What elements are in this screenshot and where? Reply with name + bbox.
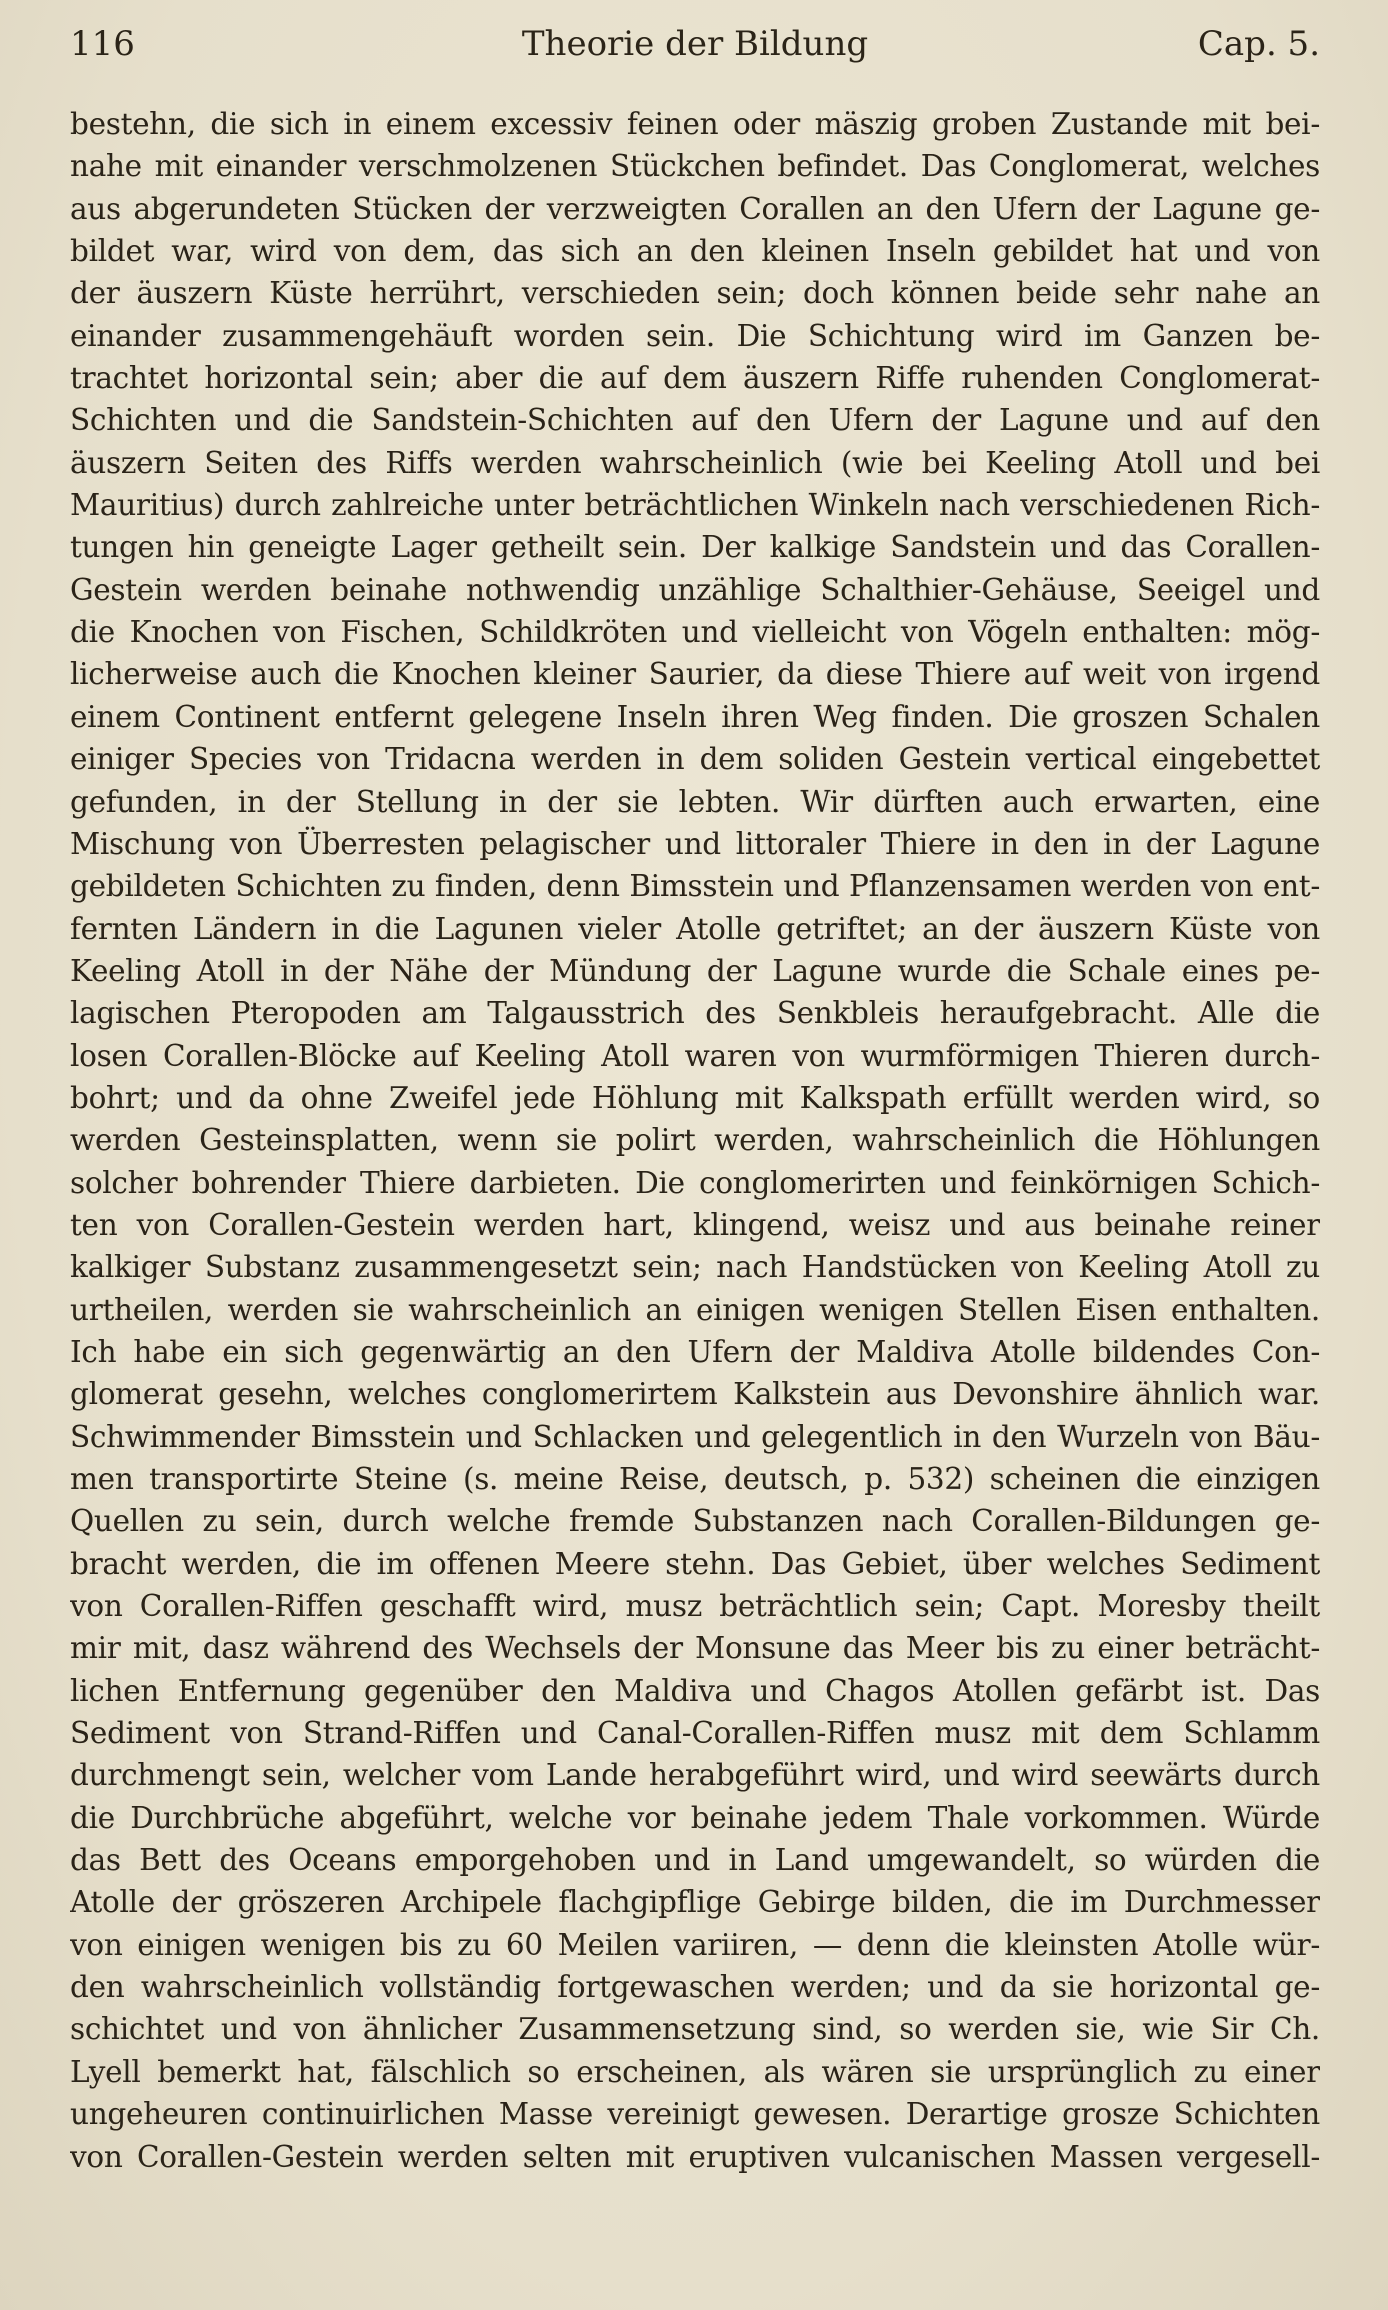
text-line: schichtet und von ähnlicher Zusammensetzung sind, so werden sie, wie Sir Ch.	[70, 2012, 1320, 2047]
text-line: bracht werden, die im offenen Meere stehn. Das Gebiet, über welches Sediment	[70, 1546, 1320, 1581]
text-line: äuszern Seiten des Riffs werden wahrscheinlich (wie bei Keeling Atoll und bei	[70, 445, 1320, 480]
text-line: fernten Ländern in die Lagunen vieler Atolle getriftet; an der äuszern Küste von	[70, 911, 1320, 946]
chapter-label: Cap. 5.	[1197, 24, 1320, 64]
text-line: Quellen zu sein, durch welche fremde Substanzen nach Corallen-Bildungen ge-	[70, 1504, 1320, 1539]
text-line: einander zusammengehäuft worden sein. Die Schichtung wird im Ganzen be-	[70, 318, 1320, 353]
text-line: werden Gesteinsplatten, wenn sie polirt werden, wahrscheinlich die Höhlungen	[70, 1123, 1320, 1158]
text-line: lagischen Pteropoden am Talgausstrich des Senkbleis heraufgebracht. Alle die	[70, 996, 1320, 1031]
text-line: losen Corallen-Blöcke auf Keeling Atoll waren von wurmförmigen Thieren durch-	[70, 1038, 1320, 1073]
text-line: ten von Corallen-Gestein werden hart, klingend, weisz und aus beinahe reiner	[70, 1207, 1320, 1242]
text-line: die Knochen von Fischen, Schildkröten und vielleicht von Vögeln enthalten: mög-	[70, 615, 1320, 650]
text-line: den wahrscheinlich vollständig fortgewaschen werden; und da sie horizontal ge-	[70, 1970, 1320, 2005]
text-line: urtheilen, werden sie wahrscheinlich an einigen wenigen Stellen Eisen enthalten.	[70, 1292, 1320, 1327]
text-line: durchmengt sein, welcher vom Lande herabgeführt wird, und wird seewärts durch	[70, 1758, 1320, 1793]
text-line: ungeheuren continuirlichen Masse vereinigt gewesen. Derartige grosze Schichten	[70, 2097, 1320, 2132]
text-line: von einigen wenigen bis zu 60 Meilen variiren, — denn die kleinsten Atolle wür-	[70, 1927, 1320, 1962]
text-line: bohrt; und da ohne Zweifel jede Höhlung mit Kalkspath erfüllt werden wird, so	[70, 1080, 1320, 1115]
text-line: gefunden, in der Stellung in der sie lebten. Wir dürften auch erwarten, eine	[70, 784, 1320, 819]
text-line: Mischung von Überresten pelagischer und littoraler Thiere in den in der Lagune	[70, 826, 1320, 861]
text-line: Mauritius) durch zahlreiche unter beträchtlichen Winkeln nach verschiedenen Rich-	[70, 488, 1320, 523]
body-text	[70, 103, 1320, 2178]
text-line: aus abgerundeten Stücken der verzweigten Corallen an den Ufern der Lagune ge-	[70, 191, 1320, 226]
running-title: Theorie der Bildung	[521, 24, 869, 64]
text-line: gebildeten Schichten zu finden, denn Bimsstein und Pflanzensamen werden von ent-	[70, 869, 1320, 904]
text-line: der äuszern Küste herrührt, verschieden sein; doch können beide sehr nahe an	[70, 276, 1320, 311]
text-line: licherweise auch die Knochen kleiner Saurier, da diese Thiere auf weit von irgend	[70, 657, 1320, 692]
text-line: nahe mit einander verschmolzenen Stückchen befindet. Das Conglomerat, welches	[70, 149, 1320, 184]
text-line: Ich habe ein sich gegenwärtig an den Ufern der Maldiva Atolle bildendes Con-	[70, 1334, 1320, 1369]
text-line: die Durchbrüche abgeführt, welche vor beinahe jedem Thale vorkommen. Würde	[70, 1800, 1320, 1835]
text-line: men transportirte Steine (s. meine Reise, deutsch, p. 532) scheinen die einzigen	[70, 1462, 1320, 1496]
text-line: trachtet horizontal sein; aber die auf dem äuszern Riffe ruhenden Conglomerat-	[70, 361, 1320, 396]
text-line: kalkiger Substanz zusammengesetzt sein; nach Handstücken von Keeling Atoll zu	[70, 1250, 1320, 1285]
text-line: bildet war, wird von dem, das sich an den kleinen Inseln gebildet hat und von	[70, 234, 1320, 269]
text-line: glomerat gesehn, welches conglomerirtem Kalkstein aus Devonshire ähnlich war.	[70, 1377, 1320, 1412]
text-line: von Corallen-Gestein werden selten mit eruptiven vulcanischen Massen vergesell-	[70, 2139, 1320, 2174]
page-header	[70, 24, 1320, 74]
text-line: von Corallen-Riffen geschafft wird, musz beträchtlich sein; Capt. Moresby theilt	[70, 1589, 1320, 1624]
text-line: tungen hin geneigte Lager getheilt sein. Der kalkige Sandstein und das Corallen-	[70, 530, 1320, 565]
text-line: Keeling Atoll in der Nähe der Mündung der Lagune wurde die Schale eines pe-	[70, 953, 1320, 988]
text-line: Sediment von Strand-Riffen und Canal-Corallen-Riffen musz mit dem Schlamm	[70, 1716, 1320, 1751]
text-line: Schwimmender Bimsstein und Schlacken und gelegentlich in den Wurzeln von Bäu-	[70, 1419, 1320, 1454]
text-line: mir mit, dasz während des Wechsels der Monsune das Meer bis zu einer beträcht-	[70, 1631, 1320, 1666]
text-line: einem Continent entfernt gelegene Inseln ihren Weg finden. Die groszen Schalen	[70, 699, 1320, 734]
text-line: Lyell bemerkt hat, fälschlich so erscheinen, als wären sie ursprünglich zu einer	[70, 2054, 1320, 2089]
text-line: Gestein werden beinahe nothwendig unzählige Schalthier-Gehäuse, Seeigel und	[70, 572, 1320, 607]
text-line: einiger Species von Tridacna werden in dem soliden Gestein vertical eingebettet	[70, 742, 1320, 777]
text-line: das Bett des Oceans emporgehoben und in Land umgewandelt, so würden die	[70, 1843, 1320, 1878]
text-line: Schichten und die Sandstein-Schichten auf den Ufern der Lagune und auf den	[70, 403, 1320, 438]
text-line: solcher bohrender Thiere darbieten. Die conglomerirten und feinkörnigen Schich-	[70, 1165, 1320, 1200]
page-number: 116	[70, 24, 135, 64]
text-line: Atolle der gröszeren Archipele flachgipflige Gebirge bilden, die im Durchmesser	[70, 1885, 1320, 1920]
text-line: bestehn, die sich in einem excessiv feinen oder mäszig groben Zustande mit bei-	[70, 107, 1320, 141]
text-line: lichen Entfernung gegenüber den Maldiva und Chagos Atollen gefärbt ist. Das	[70, 1673, 1320, 1708]
